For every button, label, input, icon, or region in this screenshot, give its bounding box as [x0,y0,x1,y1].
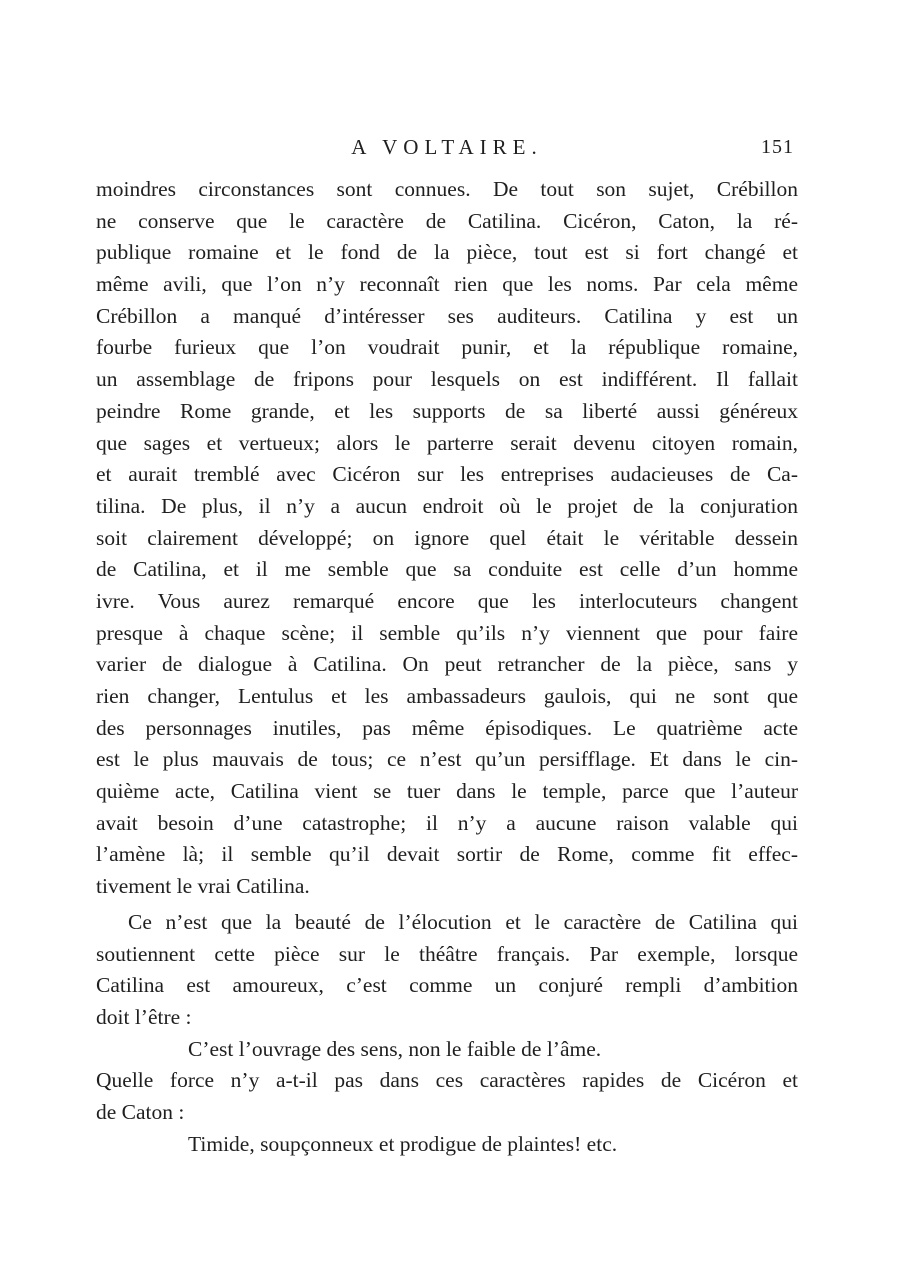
text-line: même avili, que l’on n’y reconnaît rien que les noms. Par cela même [96,272,798,297]
text-line: l’amène là; il semble qu’il devait sortir de Rome, comme fit effec- [96,842,798,867]
text-line-paragraph-end: tivement le vrai Catilina. [96,874,310,899]
running-title: A VOLTAIRE. [351,135,543,159]
text-line: moindres circonstances sont connues. De tout son sujet, Crébillon [96,177,798,201]
text-line: Catilina est amoureux, c’est comme un conjuré rempli d’ambition [96,973,798,998]
body-text [96,174,798,1160]
text-line: fourbe furieux que l’on voudrait punir, et la république romaine, [96,335,798,360]
text-line: presque à chaque scène; il semble qu’ils n’y viennent que pour faire [96,620,798,645]
text-line: de Catilina, et il me semble que sa conduite est celle d’un homme [96,557,798,582]
text-line: peindre Rome grande, et les supports de sa liberté aussi généreux [96,398,798,423]
text-line: des personnages inutiles, pas même épisodiques. Le quatrième acte [96,715,798,740]
text-line: Crébillon a manqué d’intéresser ses auditeurs. Catilina y est un [96,303,798,328]
verse-quotation: C’est l’ouvrage des sens, non le faible de l’âme. [188,1036,602,1061]
text-line-paragraph-end: doit l’être : [96,1004,192,1029]
page-number: 151 [761,136,794,158]
running-head [96,133,798,161]
text-line: un assemblage de fripons pour lesquels on est indifférent. Il fallait [96,367,798,392]
text-line: soutiennent cette pièce sur le théâtre français. Par exemple, lorsque [96,941,798,966]
text-line: Quelle force n’y a-t-il pas dans ces caractères rapides de Cicéron et [96,1068,798,1093]
text-line-paragraph-start: Ce n’est que la beauté de l’élocution et le caractère de Catilina qui [128,909,798,934]
text-line: ivre. Vous aurez remarqué encore que les interlocuteurs changent [96,588,798,613]
verse-quotation: Timide, soupçonneux et prodigue de plaintes! etc. [188,1131,618,1156]
text-line: publique romaine et le fond de la pièce, tout est si fort changé et [96,240,798,265]
text-line: tilina. De plus, il n’y a aucun endroit où le projet de la conjuration [96,493,798,518]
text-line: rien changer, Lentulus et les ambassadeurs gaulois, qui ne sont que [96,684,798,708]
text-line: varier de dialogue à Catilina. On peut retrancher de la pièce, sans y [96,652,798,677]
text-line: et aurait tremblé avec Cicéron sur les entreprises audacieuses de Ca- [96,462,798,487]
text-line: ne conserve que le caractère de Catilina. Cicéron, Caton, la ré- [96,208,798,233]
text-line: soit clairement développé; on ignore quel était le véritable dessein [96,525,798,550]
text-line-paragraph-end: de Caton : [96,1099,185,1124]
text-line: que sages et vertueux; alors le parterre serait devenu citoyen romain, [96,430,798,455]
text-line: quième acte, Catilina vient se tuer dans le temple, parce que l’auteur [96,779,798,804]
text-line: avait besoin d’une catastrophe; il n’y a aucune raison valable qui [96,810,798,835]
text-line: est le plus mauvais de tous; ce n’est qu’un persifflage. Et dans le cin- [96,747,798,772]
